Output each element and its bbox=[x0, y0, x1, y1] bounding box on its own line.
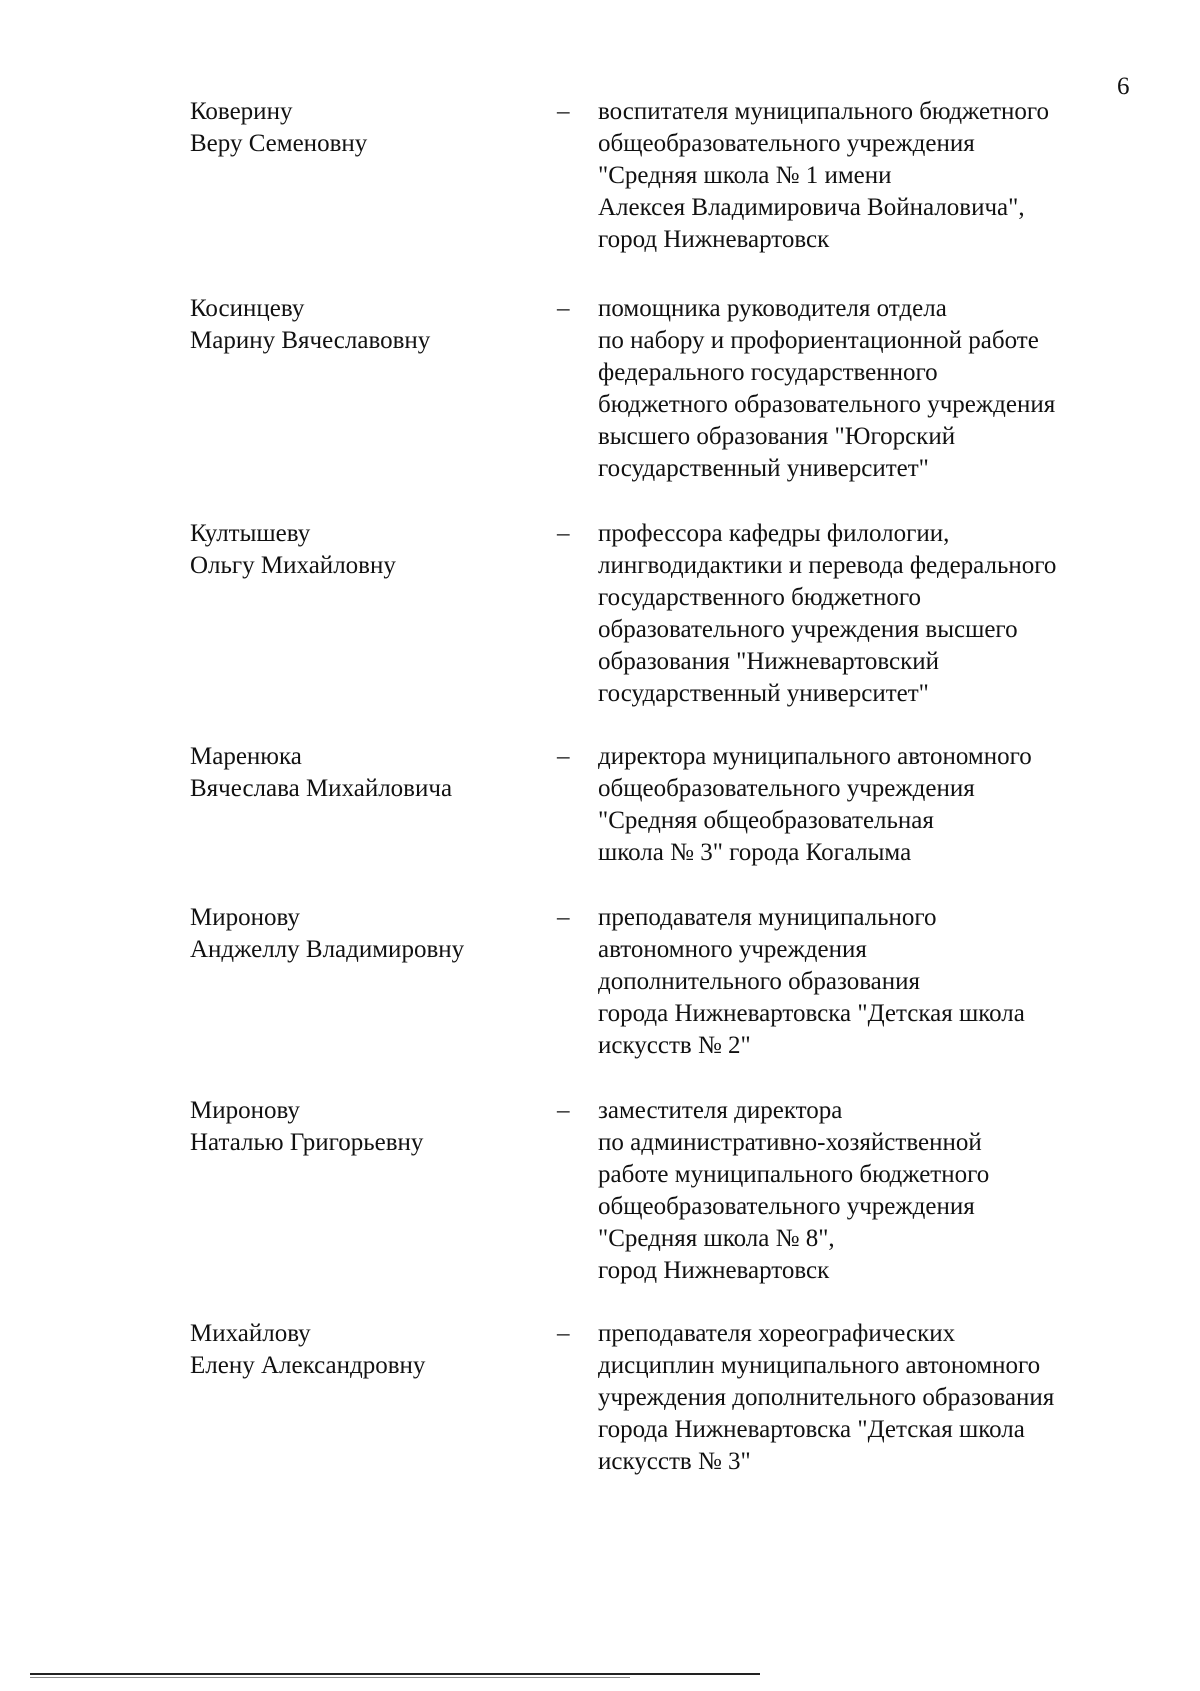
person-given-names: Вячеслава Михайловича bbox=[190, 775, 453, 802]
person-name bbox=[190, 293, 520, 357]
person-position bbox=[598, 96, 1158, 256]
dash-separator: – bbox=[557, 520, 570, 547]
position-line: дополнительного образования bbox=[598, 968, 921, 995]
position-line: лингводидактики и перевода федерального bbox=[598, 552, 1057, 579]
person-surname: Михайлову bbox=[190, 1320, 311, 1347]
position-line: общеобразовательного учреждения bbox=[598, 1193, 975, 1220]
position-line: дисциплин муниципального автономного bbox=[598, 1352, 1041, 1379]
person-position bbox=[598, 518, 1158, 710]
position-line: преподавателя муниципального bbox=[598, 904, 937, 931]
bottom-divider bbox=[30, 1673, 760, 1675]
position-line: профессора кафедры филологии, bbox=[598, 520, 950, 547]
position-line: помощника руководителя отдела bbox=[598, 295, 947, 322]
dash-separator: – bbox=[557, 904, 570, 931]
position-line: школа № 3" города Когалыма bbox=[598, 839, 912, 866]
dash-separator: – bbox=[557, 1320, 570, 1347]
person-given-names: Елену Александровну bbox=[190, 1352, 426, 1379]
person-name bbox=[190, 96, 520, 160]
position-line: образовательного учреждения высшего bbox=[598, 616, 1018, 643]
person-name bbox=[190, 741, 520, 805]
person-position bbox=[598, 1095, 1158, 1287]
position-line: автономного учреждения bbox=[598, 936, 867, 963]
person-given-names: Веру Семеновну bbox=[190, 130, 368, 157]
dash-separator: – bbox=[557, 295, 570, 322]
position-line: города Нижневартовска "Детская школа bbox=[598, 1000, 1025, 1027]
position-line: учреждения дополнительного образования bbox=[598, 1384, 1055, 1411]
position-line: образования "Нижневартовский bbox=[598, 648, 940, 675]
position-line: "Средняя общеобразовательная bbox=[598, 807, 934, 834]
position-line: заместителя директора bbox=[598, 1097, 843, 1124]
dash-separator: – bbox=[557, 98, 570, 125]
position-line: искусств № 3" bbox=[598, 1448, 751, 1475]
person-position bbox=[598, 293, 1158, 485]
person-given-names: Марину Вячеславовну bbox=[190, 327, 431, 354]
position-line: по административно-хозяйственной bbox=[598, 1129, 982, 1156]
bottom-divider-shadow bbox=[30, 1677, 630, 1678]
person-surname: Миронову bbox=[190, 1097, 300, 1124]
position-line: государственный университет" bbox=[598, 455, 929, 482]
position-line: города Нижневартовска "Детская школа bbox=[598, 1416, 1025, 1443]
person-surname: Коверину bbox=[190, 98, 293, 125]
position-line: государственного бюджетного bbox=[598, 584, 921, 611]
position-line: директора муниципального автономного bbox=[598, 743, 1032, 770]
person-name bbox=[190, 1318, 520, 1382]
person-given-names: Анджеллу Владимировну bbox=[190, 936, 465, 963]
person-position bbox=[598, 1318, 1158, 1478]
person-name bbox=[190, 902, 520, 966]
position-line: бюджетного образовательного учреждения bbox=[598, 391, 1056, 418]
person-position bbox=[598, 902, 1158, 1062]
person-surname: Маренюка bbox=[190, 743, 302, 770]
position-line: федерального государственного bbox=[598, 359, 938, 386]
position-line: "Средняя школа № 1 имени bbox=[598, 162, 892, 189]
person-surname: Миронову bbox=[190, 904, 300, 931]
position-line: общеобразовательного учреждения bbox=[598, 130, 975, 157]
person-given-names: Наталью Григорьевну bbox=[190, 1129, 424, 1156]
person-position bbox=[598, 741, 1158, 869]
position-line: Алексея Владимировича Войналовича", bbox=[598, 194, 1025, 221]
position-line: искусств № 2" bbox=[598, 1032, 751, 1059]
position-line: общеобразовательного учреждения bbox=[598, 775, 975, 802]
dash-separator: – bbox=[557, 743, 570, 770]
person-name bbox=[190, 518, 520, 582]
person-surname: Култышеву bbox=[190, 520, 311, 547]
person-name bbox=[190, 1095, 520, 1159]
person-surname: Косинцеву bbox=[190, 295, 305, 322]
position-line: "Средняя школа № 8", bbox=[598, 1225, 835, 1252]
position-line: преподавателя хореографических bbox=[598, 1320, 956, 1347]
position-line: по набору и профориентационной работе bbox=[598, 327, 1039, 354]
page-number: 6 bbox=[1117, 73, 1130, 100]
position-line: город Нижневартовск bbox=[598, 226, 830, 253]
dash-separator: – bbox=[557, 1097, 570, 1124]
position-line: город Нижневартовск bbox=[598, 1257, 830, 1284]
position-line: работе муниципального бюджетного bbox=[598, 1161, 990, 1188]
person-given-names: Ольгу Михайловну bbox=[190, 552, 396, 579]
position-line: воспитателя муниципального бюджетного bbox=[598, 98, 1050, 125]
position-line: высшего образования "Югорский bbox=[598, 423, 956, 450]
position-line: государственный университет" bbox=[598, 680, 929, 707]
